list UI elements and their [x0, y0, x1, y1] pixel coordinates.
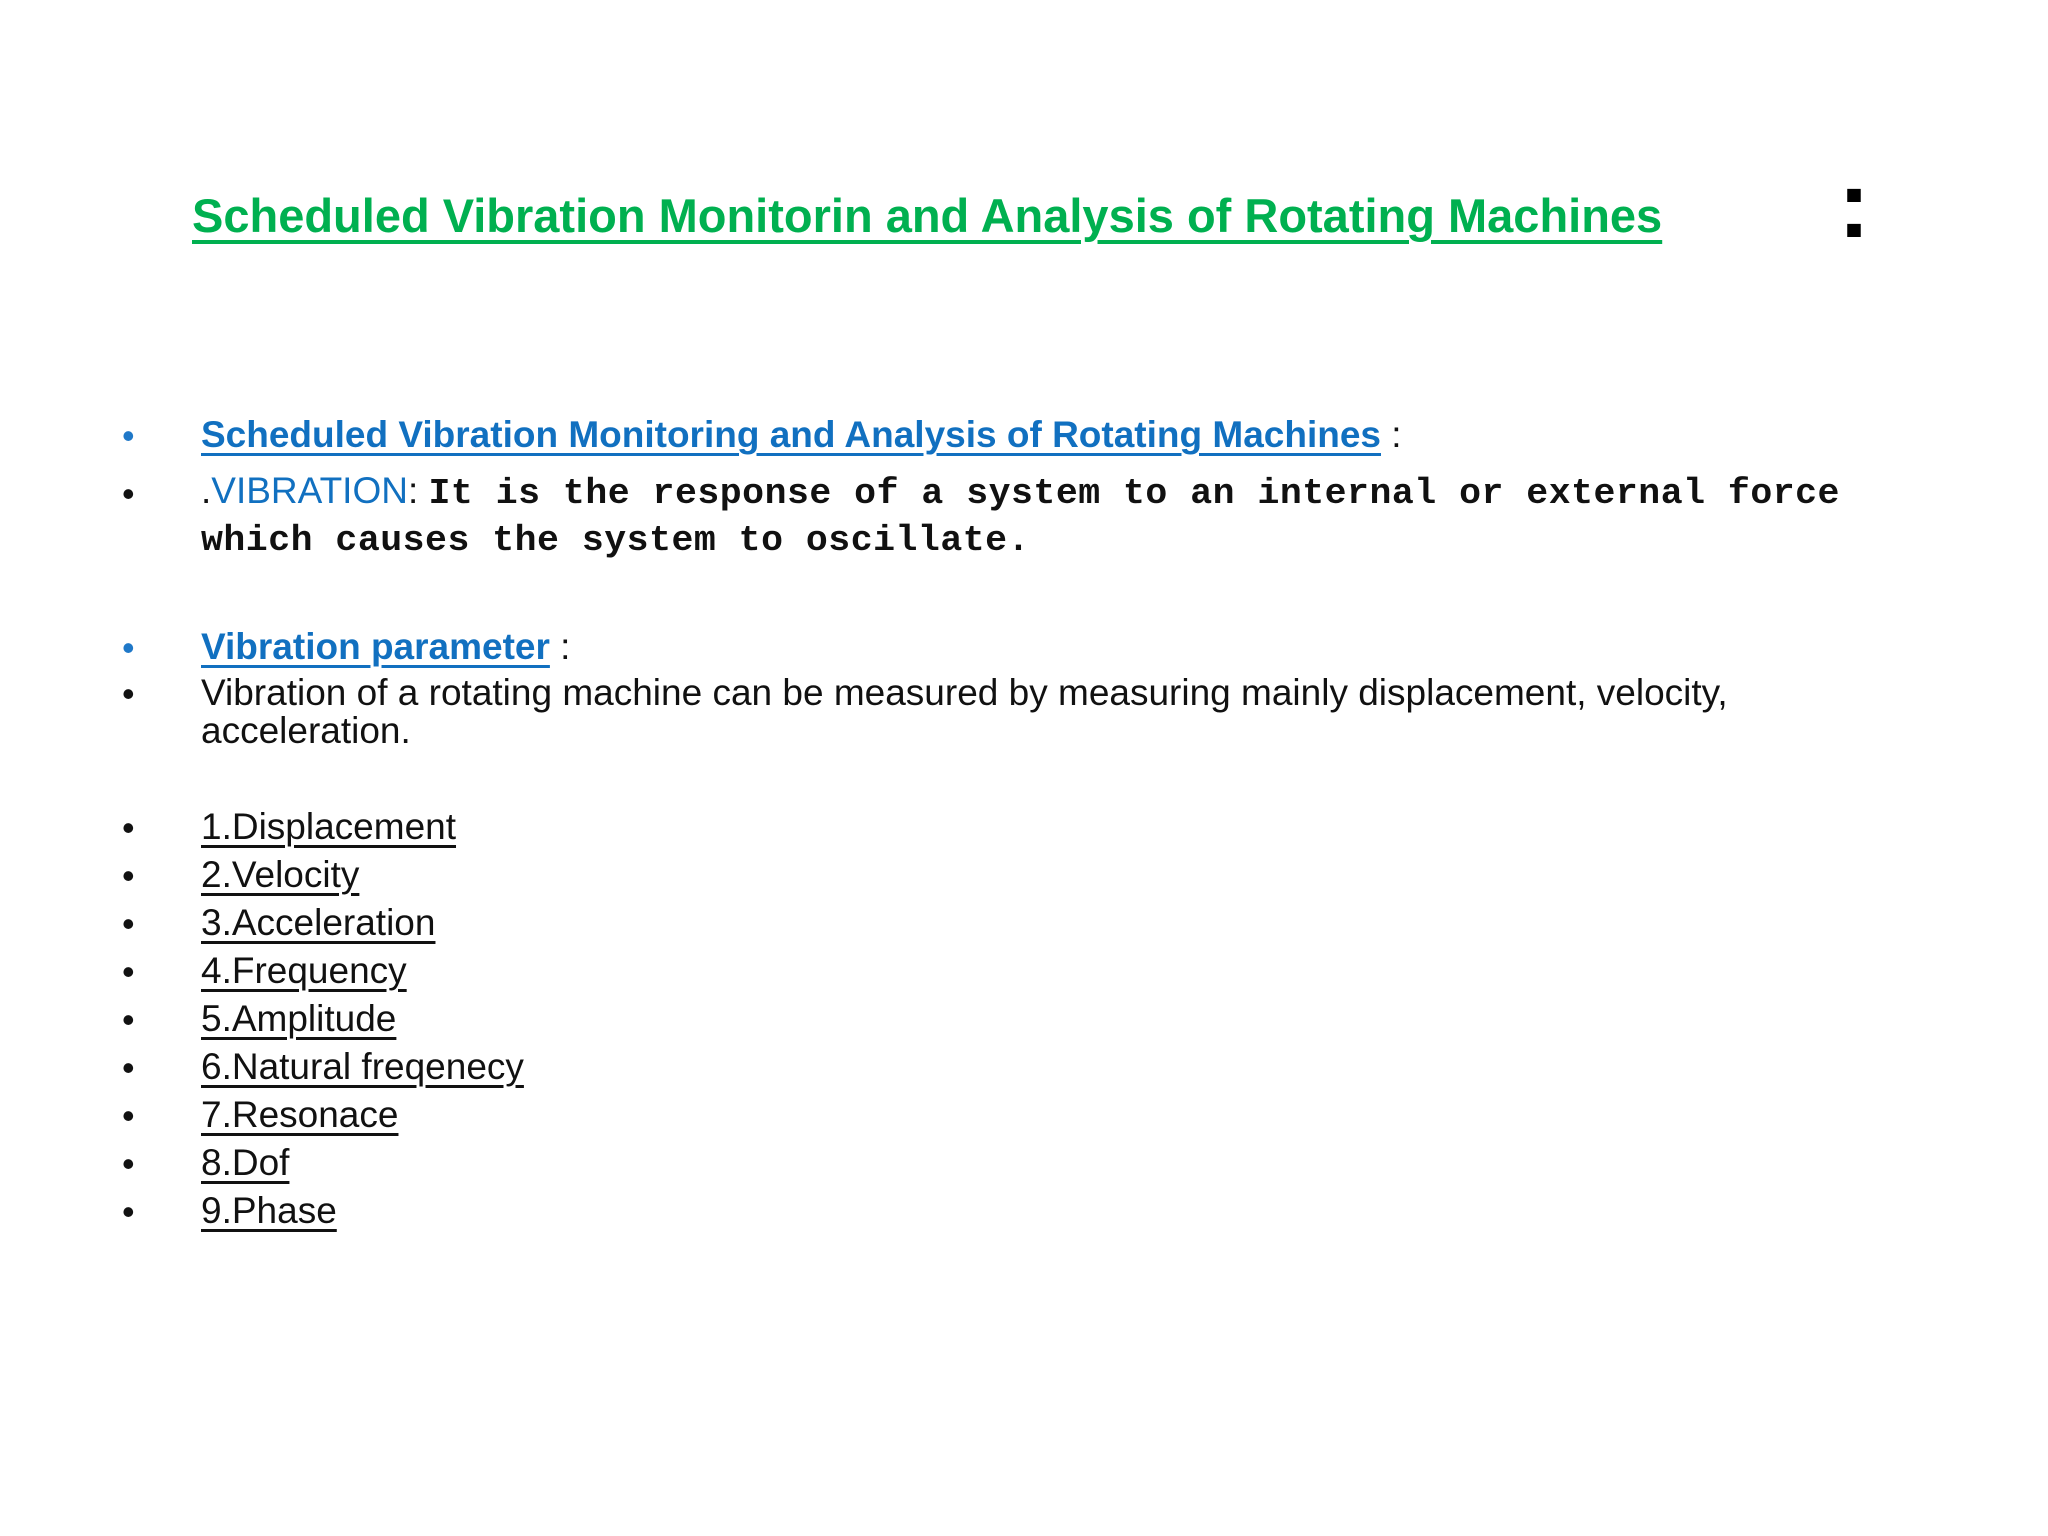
term-colon: : [407, 470, 419, 511]
section-heading-link[interactable]: Scheduled Vibration Monitoring and Analysis of Rotating Machines [201, 414, 1381, 455]
bullet-icon: • [122, 473, 135, 514]
bullet-icon: • [122, 903, 135, 944]
section-heading [201, 416, 1871, 454]
bullet-icon: • [122, 673, 135, 714]
parameter-item[interactable]: 4.Frequency [201, 950, 407, 991]
bullet-icon: • [122, 627, 135, 668]
parameter-item[interactable]: 8.Dof [201, 1142, 290, 1183]
parameter-item[interactable]: 7.Resonace [201, 1094, 399, 1135]
section-heading [201, 628, 1871, 666]
parameter-item[interactable]: 1.Displacement [201, 806, 457, 847]
parameter-item[interactable]: 3.Acceleration [201, 902, 436, 943]
vibration-definition [201, 470, 1861, 564]
title-colon: : [1838, 151, 1870, 258]
bullet-icon: • [122, 415, 135, 456]
prefix-dot: . [201, 470, 212, 511]
bullet-icon: • [122, 1095, 135, 1136]
section-heading-suffix: : [549, 626, 571, 667]
bullet-icon: • [122, 999, 135, 1040]
slide-title: Scheduled Vibration Monitorin and Analysis of Rotating Machines [192, 189, 1663, 242]
vibration-parameter-link[interactable]: Vibration parameter [201, 626, 550, 667]
definition-text: It is the response of a system to an internal or external force which causes the system to oscillate. [201, 473, 1840, 561]
section-heading-suffix: : [1381, 414, 1402, 455]
bullet-icon: • [122, 807, 135, 848]
bullet-icon: • [122, 1143, 135, 1184]
parameter-description: Vibration of a rotating machine can be measured by measuring mainly displacement, velocity, acceleration. [201, 672, 1728, 751]
vibration-term: VIBRATION [211, 470, 408, 511]
bullet-icon: • [122, 1047, 135, 1088]
bullet-icon: • [122, 1191, 135, 1232]
parameter-item[interactable]: 6.Natural freqenecy [201, 1046, 524, 1087]
bullet-icon: • [122, 951, 135, 992]
parameter-item[interactable]: 5.Amplitude [201, 998, 397, 1039]
parameter-item[interactable]: 9.Phase [201, 1190, 337, 1231]
parameter-item[interactable]: 2.Velocity [201, 854, 360, 895]
bullet-icon: • [122, 855, 135, 896]
